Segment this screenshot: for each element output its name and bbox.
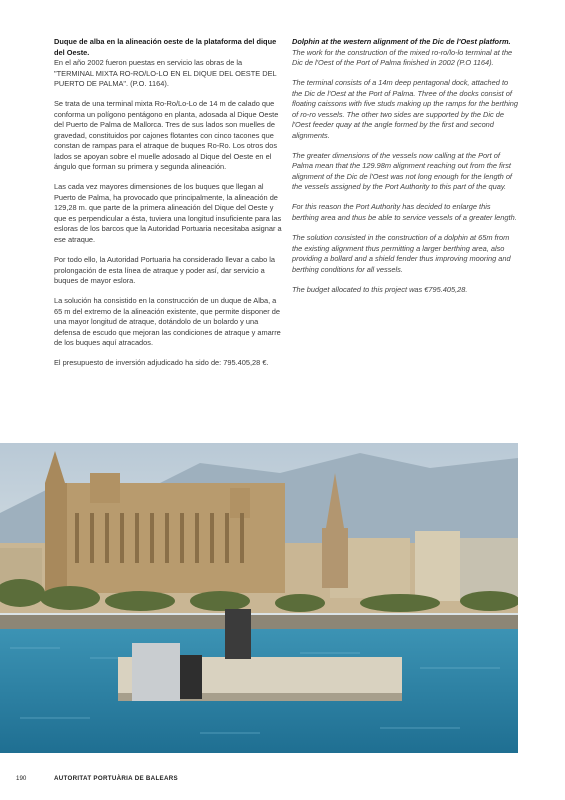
bollard bbox=[225, 609, 251, 659]
english-paragraph: The terminal consists of a 14m deep pentagonal dock, attached to the Dic de l'Oest at the Port of Palma. Three of the docks consist of floating caissons with five studs making up the ramps for the berthing of ro-ro vessels. The other two sides are supported by the Dic de l'Oest feeder quay at the angle formed by the first and second alignments. bbox=[292, 78, 518, 140]
spanish-column bbox=[54, 37, 282, 378]
shield-fender bbox=[180, 655, 202, 699]
footer-organization: AUTORITAT PORTUÀRIA DE BALEARS bbox=[54, 775, 178, 782]
breakwater bbox=[0, 615, 518, 629]
english-paragraph: The greater dimensions of the vessels now calling at the Port of Palma mean that the 129.98m alignment reaching out from the first alignment of the Dic de l'Oest was not long enough for the length of the vessels assigned by the Port Authority to this part of the quay. bbox=[292, 150, 512, 192]
page-footer bbox=[16, 775, 178, 782]
spanish-title: Duque de alba en la alineación oeste de la plataforma del dique del Oeste. bbox=[54, 37, 277, 57]
harbour-photo bbox=[0, 443, 518, 753]
spanish-paragraph: Las cada vez mayores dimensiones de los buques que llegan al Puerto de Palma, ha provocado que principalmente, la alineación de 129,28 m. que parte de la primera alineación del Dique del Oeste y que es perpendicular a ésta, tuviera una longitud insuficiente para las esloras de los barcos que la Autoridad Portuaria necesitaba asignar a ese atraque. bbox=[54, 182, 282, 244]
english-title: Dolphin at the western alignment of the Dic de l'Oest platform. bbox=[292, 37, 511, 46]
english-paragraph: The budget allocated to this project was €795.405,28. bbox=[292, 284, 468, 294]
spanish-paragraph: La solución ha consistido en la construcción de un duque de Alba, a 65 m del extremo de la alineación existente, que permite disponer de una mayor longitud de atraque, dotándolo de un bolardo y una defensa de escudo que mejoran las condiciones de atraque y amarre de los buques aquí atracados. bbox=[54, 296, 281, 348]
english-paragraph: For this reason the Port Authority has decided to enlarge this berthing area and thus be able to service vessels of a greater length. bbox=[292, 202, 517, 222]
spanish-paragraph: Se trata de una terminal mixta Ro-Ro/Lo-Lo de 14 m de calado que conforma un polígono pentágono en planta, adosada al Dique Oeste del Puerto de Palma de Mallorca. Tres de sus lados son muelles de gravedad, constituidos por cajones flotantes con cinco tacones que constan de rampas para el atraque de buques Ro-Ro. Los otros dos lados se apoyan sobre el muelle adosado al Dique del Oeste en el ángulo que forman su primera y segunda alineación. bbox=[54, 99, 279, 172]
spanish-paragraph: Por todo ello, la Autoridad Portuaria ha considerado llevar a cabo la prolongación de esta línea de atraque y poder así, dar servicio a buques de mayor eslora. bbox=[54, 255, 276, 286]
english-paragraph: The solution consisted in the construction of a dolphin at 65m from the existing alignment thus permitting a larger berthing area, also providing a bollard and a shield fender thus improving mooring and berthing conditions for all vessels. bbox=[292, 233, 511, 274]
spanish-intro: En el año 2002 fueron puestas en servicio las obras de la "TERMINAL MIXTA RO-RO/LO-LO EN EL DIQUE DEL OESTE DEL PUERTO DE PALMA". (P.O. 1164). bbox=[54, 58, 277, 89]
spanish-paragraph: El presupuesto de inversión adjudicado ha sido de: 795.405,28 €. bbox=[54, 358, 269, 368]
page-number: 190 bbox=[16, 775, 27, 782]
english-column bbox=[292, 37, 518, 305]
english-intro: The work for the construction of the mixed ro-ro/lo-lo terminal at the Dic de l'Oest of the Port of Palma finished in 2002 (P.O 1164). bbox=[292, 47, 513, 68]
